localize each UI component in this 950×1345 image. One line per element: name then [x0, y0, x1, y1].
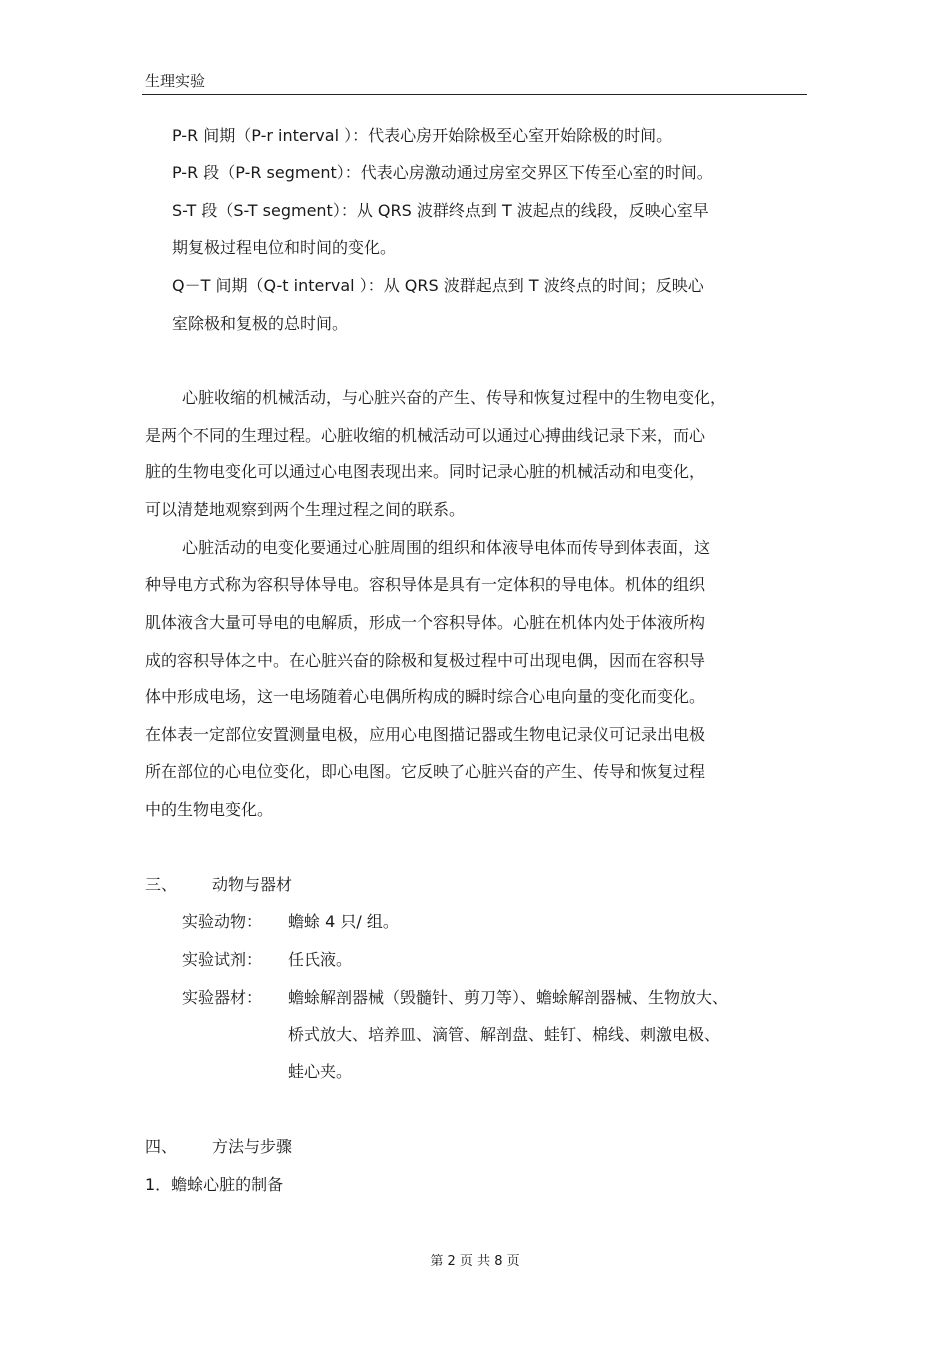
equipment-line: 蟾蜍解剖器械（毁髓针、剪刀等）、蟾蜍解剖器械、生物放大、 — [288, 988, 729, 1007]
paragraph2-line: 肌体液含大量可导电的电解质，形成一个容积导体。心脏在机体内处于体液所构 — [145, 613, 706, 632]
paragraph1-line: 是两个不同的生理过程。心脏收缩的机械活动可以通过心搏曲线记录下来，而心 — [145, 426, 706, 445]
definition-pr-interval: P-R 间期（P-r interval ）：代表心房开始除极至心室开始除极的时间。 — [172, 126, 673, 145]
page-footer: 第 2 页 共 8 页 — [430, 1254, 520, 1269]
animals-value: 蟾蜍 4 只/ 组。 — [288, 912, 399, 931]
definition-qt-interval-cont: 室除极和复极的总时间。 — [172, 314, 349, 333]
equipment-label: 实验器材： — [182, 988, 263, 1007]
paragraph2-line: 种导电方式称为容积导体导电。容积导体是具有一定体积的导电体。机体的组织 — [145, 575, 706, 594]
paragraph2-line: 所在部位的心电位变化，即心电图。它反映了心脏兴奋的产生、传导和恢复过程 — [145, 762, 706, 781]
equipment-line: 桥式放大、培养皿、滴管、解剖盘、蛙钉、棉线、刺激电极、 — [288, 1025, 721, 1044]
paragraph2-line: 心脏活动的电变化要通过心脏周围的组织和体液导电体而传导到体表面，这 — [182, 538, 711, 557]
header-rule — [142, 94, 807, 95]
paragraph2-line: 成的容积导体之中。在心脏兴奋的除极和复极过程中可出现电偶，因而在容积导 — [145, 651, 706, 670]
section3-title: 动物与器材 — [212, 875, 293, 894]
section4-title: 方法与步骤 — [212, 1137, 293, 1156]
definition-qt-interval: Q－T 间期（Q-t interval ）：从 QRS 波群起点到 T 波终点的时间；反映心 — [172, 276, 704, 295]
definition-st-segment: S-T 段（S-T segment）：从 QRS 波群终点到 T 波起点的线段，反映心室早 — [172, 201, 709, 220]
paragraph1-line: 心脏收缩的机械活动，与心脏兴奋的产生、传导和恢复过程中的生物电变化， — [182, 388, 727, 407]
animals-label: 实验动物： — [182, 912, 263, 931]
paragraph1-line: 脏的生物电变化可以通过心电图表现出来。同时记录心脏的机械活动和电变化， — [145, 462, 706, 481]
reagents-label: 实验试剂： — [182, 950, 263, 969]
step1-heading: 1．蟾蜍心脏的制备 — [145, 1175, 284, 1194]
definition-st-segment-cont: 期复极过程电位和时间的变化。 — [172, 238, 397, 257]
definition-pr-segment: P-R 段（P-R segment）：代表心房激动通过房室交界区下传至心室的时间。 — [172, 163, 713, 182]
paragraph1-line: 可以清楚地观察到两个生理过程之间的联系。 — [145, 500, 466, 519]
paragraph2-line: 中的生物电变化。 — [145, 800, 274, 819]
page-header: 生理实验 — [145, 72, 206, 90]
section3-number: 三、 — [145, 875, 178, 894]
reagents-value: 任氏液。 — [288, 950, 353, 969]
equipment-line: 蛙心夹。 — [288, 1062, 353, 1081]
section4-number: 四、 — [145, 1137, 178, 1156]
paragraph2-line: 体中形成电场，这一电场随着心电偶所构成的瞬时综合心电向量的变化而变化。 — [145, 687, 706, 706]
paragraph2-line: 在体表一定部位安置测量电极，应用心电图描记器或生物电记录仪可记录出电极 — [145, 725, 706, 744]
